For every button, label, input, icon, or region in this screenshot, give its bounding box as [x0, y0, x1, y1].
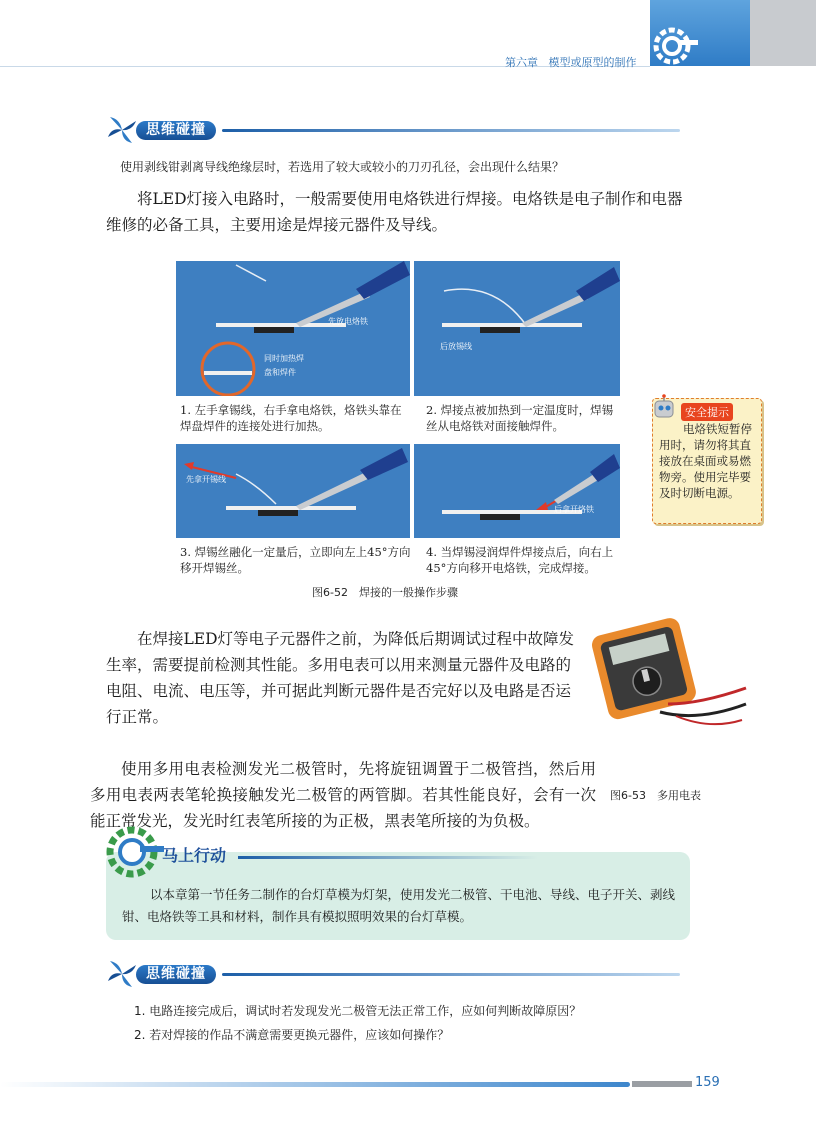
pinwheel-icon	[106, 959, 138, 989]
figure-53-caption: 图6-53 多用电表	[610, 789, 701, 802]
action-rule	[238, 856, 538, 859]
gear-logo-icon	[650, 0, 750, 66]
multimeter-image	[590, 604, 750, 742]
banner-rule	[222, 973, 680, 976]
panel-1-caption: 1. 左手拿锡线，右手拿电烙铁，烙铁头靠在焊盘焊件的连接处进行加热。	[180, 403, 402, 433]
running-header	[505, 54, 637, 70]
figure-panel-3	[176, 444, 410, 538]
panel-4-tag-iron: 后拿开烙铁	[554, 505, 594, 514]
action-text-block	[122, 884, 678, 928]
action-text: 以本章第一节任务二制作的台灯草模为灯架，使用发光二极管、干电池、导线、电子开关、剥线钳、电烙铁等工具和材料，制作具有模拟照明效果的台灯草模。	[122, 887, 676, 924]
section-title: 思维碰撞	[136, 121, 216, 140]
soldering-step-3-illustration	[176, 444, 410, 538]
safety-tip-text: 电烙铁短暂停用时，请勿将其直接放在桌面或易燃物旁。使用完毕要及时切断电源。	[659, 422, 752, 500]
gear-action-icon	[104, 824, 166, 880]
section-banner-brainstorm-1	[100, 115, 680, 145]
body-paragraph	[106, 186, 696, 238]
soldering-step-1-illustration	[176, 261, 410, 396]
soldering-step-4-illustration	[414, 444, 620, 538]
panel-3-tag-wire: 先拿开锡线	[186, 475, 226, 484]
chapter-number: 第六章	[505, 56, 538, 69]
paragraph-2: 在焊接LED灯等电子元器件之前，为降低后期调试过程中故障发生率，需要提前检测其性能。多用电表可以用来测量元器件及电路的电阻、电流、电压等，并可据此判断元器件是否完好以及电路是否运行正常。	[106, 630, 575, 726]
chapter-title: 模型或原型的制作	[548, 56, 637, 69]
action-title: 马上行动	[162, 846, 227, 865]
panel-1-tag-heat-1: 同时加热焊	[264, 354, 304, 363]
page-number: 159	[695, 1075, 720, 1090]
panel-2-tag-wire: 后放锡线	[440, 342, 472, 351]
safety-tip-title: 安全提示	[681, 403, 733, 421]
soldering-step-2-illustration	[414, 261, 620, 396]
panel-3-caption: 3. 焊锡丝融化一定量后，立即向左上45°方向移开焊锡丝。	[180, 545, 411, 575]
safety-tip-box	[652, 398, 762, 524]
paragraph-3: 使用多用电表检测发光二极管时，先将旋钮调置于二极管挡，然后用多用电表两表笔轮换接触发光二极管的两管脚。若其性能良好，会有一次能正常发光，发光时红表笔所接的为正极，黑表笔所接的为负极。	[90, 760, 596, 830]
panel-4-caption: 4. 当焊锡浸润焊件焊接点后，向右上45°方向移开电烙铁，完成焊接。	[426, 545, 614, 575]
paragraph-1: 将LED灯接入电路时，一般需要使用电烙铁进行焊接。电烙铁是电子制作和电器维修的必备工具，主要用途是焊接元器件及导线。	[106, 190, 683, 234]
body-paragraph	[106, 626, 584, 730]
panel-1-tag-heat-2: 盘和焊件	[264, 368, 296, 377]
pinwheel-icon	[106, 115, 138, 145]
banner-rule	[222, 129, 680, 132]
header-tab	[650, 0, 750, 66]
header-tab-gray	[750, 0, 816, 66]
question-text: 使用剥线钳剥离导线绝缘层时，若选用了较大或较小的刀刃孔径，会出现什么结果？	[120, 160, 565, 174]
section-title: 思维碰撞	[136, 965, 216, 984]
question-2: 2. 若对焊接的作品不满意需要更换元器件，应该如何操作？	[134, 1028, 450, 1042]
panel-2-caption: 2. 焊接点被加热到一定温度时，焊锡丝从电烙铁对面接触焊件。	[426, 403, 614, 433]
robot-mascot-icon	[649, 393, 679, 423]
figure-panel-1	[176, 261, 410, 396]
question-1: 1. 电路连接完成后，调试时若发现发光二极管无法正常工作，应如何判断故障原因？	[134, 1004, 582, 1018]
section-banner-brainstorm-2	[100, 959, 680, 989]
figure-panel-4	[414, 444, 620, 538]
panel-1-tag-iron: 先放电烙铁	[328, 317, 368, 326]
figure-panel-2	[414, 261, 620, 396]
multimeter-illustration	[590, 604, 750, 742]
body-paragraph	[90, 756, 596, 834]
footer-bar	[632, 1081, 692, 1087]
figure-52-caption: 图6-52 焊接的一般操作步骤	[312, 586, 458, 599]
footer-rule	[0, 1082, 630, 1087]
